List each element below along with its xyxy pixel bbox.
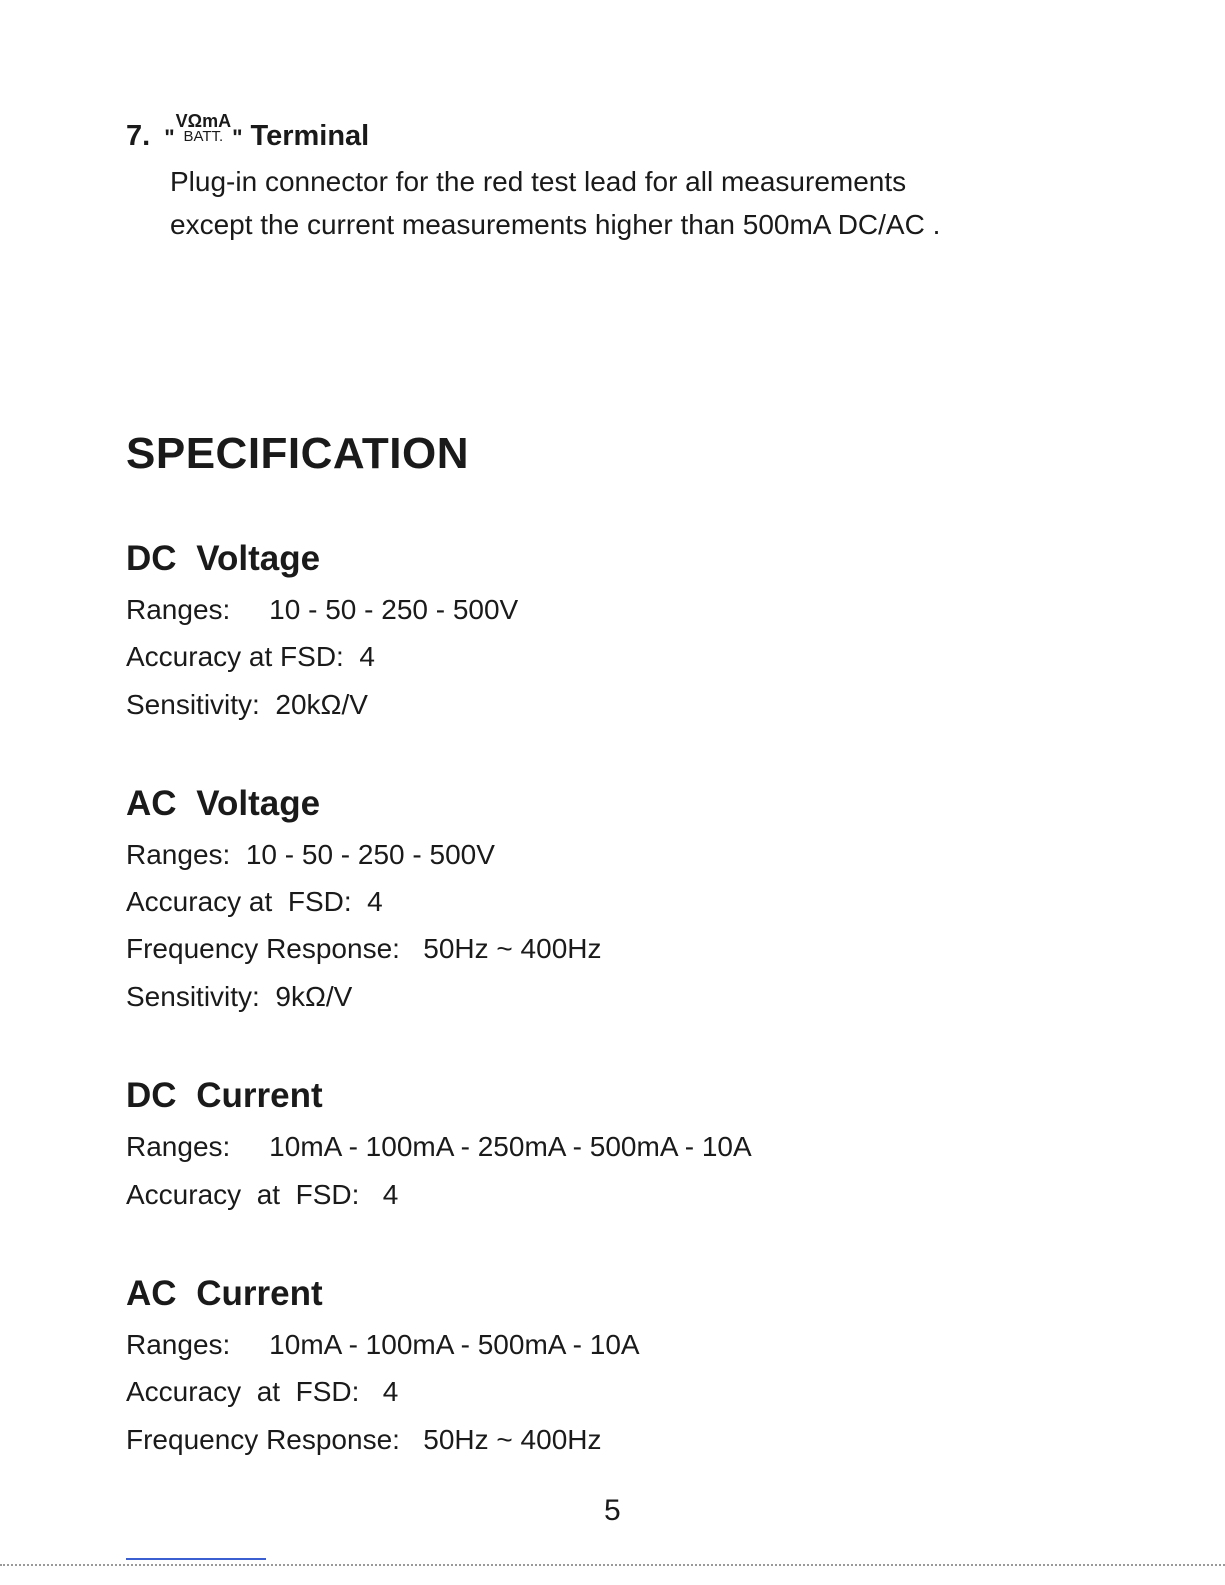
dc-current-ranges: Ranges: 10mA - 100mA - 250mA - 500mA - 10A bbox=[126, 1131, 752, 1162]
terminal-description-line-2: except the current measurements higher than 500mA DC/AC . bbox=[170, 209, 941, 240]
dc-current-heading: DC Current bbox=[126, 1076, 323, 1115]
ac-current-ranges: Ranges: 10mA - 100mA - 500mA - 10A bbox=[126, 1329, 640, 1360]
specification-title: SPECIFICATION bbox=[126, 429, 470, 478]
ac-current-frequency: Frequency Response: 50Hz ~ 400Hz bbox=[126, 1424, 602, 1455]
footer-dotted-rule bbox=[0, 1564, 1225, 1566]
dc-voltage-ranges: Ranges: 10 - 50 - 250 - 500V bbox=[126, 594, 519, 625]
page-number: 5 bbox=[604, 1494, 621, 1527]
terminal-description-line-1: Plug-in connector for the red test lead for all measurements bbox=[170, 166, 907, 197]
dc-voltage-sensitivity: Sensitivity: 20kΩ/V bbox=[126, 689, 368, 720]
dc-voltage-heading: DC Voltage bbox=[126, 539, 321, 578]
terminal-heading bbox=[126, 112, 369, 151]
ac-current-heading: AC Current bbox=[126, 1274, 323, 1313]
dc-voltage-accuracy: Accuracy at FSD: 4 bbox=[126, 641, 375, 672]
terminal-symbol-bottom: BATT. bbox=[183, 128, 224, 145]
terminal-symbol-stack bbox=[176, 112, 231, 144]
ac-voltage-frequency: Frequency Response: 50Hz ~ 400Hz bbox=[126, 933, 602, 964]
open-quote: " bbox=[164, 125, 175, 150]
ac-voltage-sensitivity: Sensitivity: 9kΩ/V bbox=[126, 981, 353, 1012]
item-number: 7. bbox=[126, 120, 151, 152]
ac-voltage-accuracy: Accuracy at FSD: 4 bbox=[126, 886, 383, 917]
dc-current-accuracy: Accuracy at FSD: 4 bbox=[126, 1179, 399, 1210]
ac-voltage-ranges: Ranges: 10 - 50 - 250 - 500V bbox=[126, 839, 495, 870]
terminal-symbol-top: VΩmA bbox=[175, 111, 232, 131]
ac-voltage-heading: AC Voltage bbox=[126, 784, 321, 823]
ac-current-accuracy: Accuracy at FSD: 4 bbox=[126, 1376, 399, 1407]
close-quote: " bbox=[232, 125, 243, 150]
terminal-title: Terminal bbox=[250, 120, 370, 152]
footer-accent-line bbox=[126, 1558, 266, 1560]
terminal-symbol bbox=[164, 112, 242, 151]
